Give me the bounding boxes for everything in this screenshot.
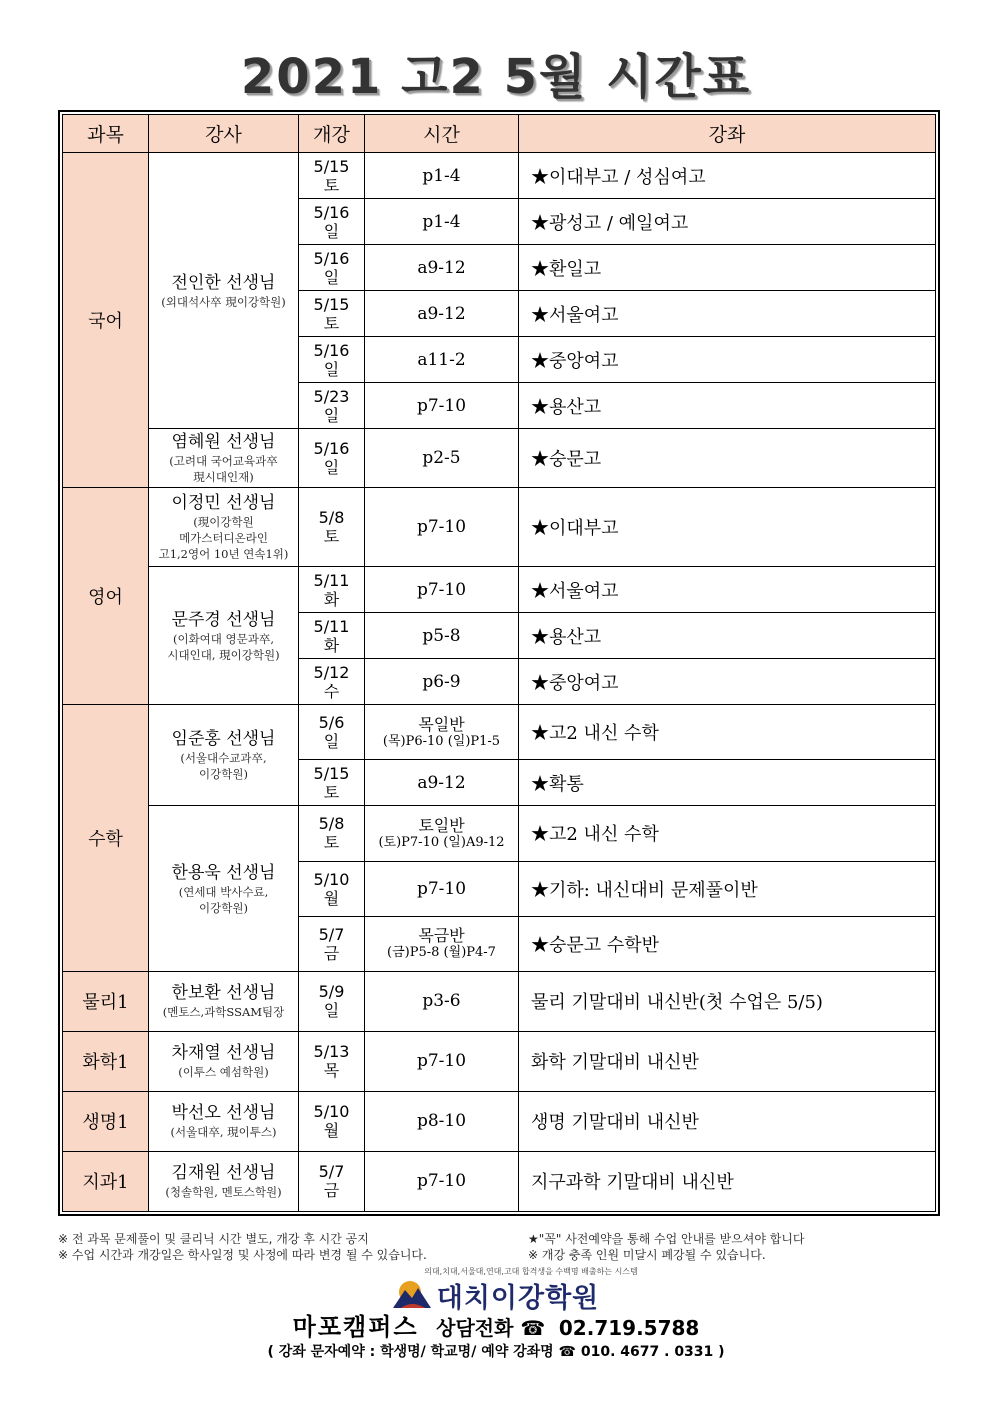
course-name: 화학 기말대비 내신반: [519, 1031, 936, 1091]
table-row: [63, 567, 936, 613]
teacher-cell: [149, 1151, 299, 1211]
table-row: [63, 429, 936, 488]
course-name: ★중앙여고: [519, 337, 936, 383]
header-time: 시간: [365, 115, 519, 153]
teacher-cred: (이투스 예섬학원): [178, 1065, 269, 1080]
class-time: p7-10: [365, 567, 519, 613]
open-date: 5/12 수: [299, 659, 365, 705]
table-row: [63, 705, 936, 760]
subject-math: 수학: [63, 705, 149, 971]
teacher-name: 문주경 선생님: [171, 609, 276, 630]
teacher-cred: (서울대수교과卒,: [180, 751, 267, 766]
teacher-cred: 시대인대, 現이강학원): [167, 647, 280, 662]
teacher-cred: (이화여대 영문과卒,: [172, 631, 275, 646]
open-date: 5/7 금: [299, 1151, 365, 1211]
header-row: [63, 115, 936, 153]
teacher-name: 김재원 선생님: [171, 1163, 276, 1184]
teacher-cred: 이강학원): [199, 767, 248, 782]
sms-reservation: ( 강좌 문자예약 : 학생명/ 학교명/ 예약 강좌명 ☎ 010. 4677 . 0331 ): [267, 1344, 725, 1360]
timetable: [58, 110, 940, 1216]
table-row: [63, 1031, 936, 1091]
class-time: a11-2: [365, 337, 519, 383]
page-title: 2021 고2 5월 시간표: [240, 49, 752, 105]
subject-earth: 지과1: [63, 1151, 149, 1211]
class-time: a9-12: [365, 760, 519, 806]
course-name: ★기하: 내신대비 문제풀이반: [519, 861, 936, 916]
subject-phys: 물리1: [63, 971, 149, 1031]
open-date: 5/16 일: [299, 245, 365, 291]
teacher-name: 전인한 선생님: [171, 272, 276, 293]
header-open: 개강: [299, 115, 365, 153]
class-time: 목금반 (금)P5-8 (월)P4-7: [365, 916, 519, 971]
teacher-cred: 現시대인재): [193, 470, 254, 485]
table-row: [63, 1151, 936, 1211]
course-name: ★고2 내신 수학: [519, 705, 936, 760]
teacher-name: 박선오 선생님: [171, 1103, 276, 1124]
course-name: ★서울여고: [519, 567, 936, 613]
teacher-name: 염혜원 선생님: [171, 432, 276, 453]
teacher-name: 이정민 선생님: [171, 493, 276, 514]
course-name: ★확통: [519, 760, 936, 806]
campus-name: 마포캠퍼스: [292, 1313, 419, 1341]
campus-contact: [0, 1307, 992, 1342]
subject-kor: 국어: [63, 153, 149, 488]
table-row: [63, 971, 936, 1031]
course-name: ★환일고: [519, 245, 936, 291]
teacher-name: 한용욱 선생님: [171, 862, 276, 883]
course-name: ★숭문고 수학반: [519, 916, 936, 971]
note: ※ 수업 시간과 개강일은 학사일정 및 사정에 따라 변경 될 수 있습니다.: [58, 1248, 427, 1262]
header-course: 강좌: [519, 115, 936, 153]
header-subject: 과목: [63, 115, 149, 153]
open-date: 5/6 일: [299, 705, 365, 760]
course-name: ★서울여고: [519, 291, 936, 337]
teacher-cred: 메가스터디온라인: [179, 531, 268, 546]
teacher-cell: [149, 488, 299, 567]
teacher-cell: [149, 429, 299, 488]
phone-label: 상담전화 ☎: [436, 1316, 546, 1340]
teacher-cell: [149, 705, 299, 806]
open-date: 5/16 일: [299, 199, 365, 245]
table-row: [63, 488, 936, 567]
course-name: ★숭문고: [519, 429, 936, 488]
course-name: 생명 기말대비 내신반: [519, 1091, 936, 1151]
course-name: ★광성고 / 예일여고: [519, 199, 936, 245]
course-name: ★용산고: [519, 613, 936, 659]
teacher-name: 차재열 선생님: [171, 1043, 276, 1064]
course-name: 지구과학 기말대비 내신반: [519, 1151, 936, 1211]
open-date: 5/10 월: [299, 1091, 365, 1151]
teacher-cell: [149, 971, 299, 1031]
open-date: 5/11 화: [299, 613, 365, 659]
open-date: 5/13 목: [299, 1031, 365, 1091]
academy-name: 대치이강학원: [436, 1282, 600, 1314]
class-time: p8-10: [365, 1091, 519, 1151]
teacher-cred: 고1,2영어 10년 연속1위): [158, 547, 289, 562]
class-time: p1-4: [365, 199, 519, 245]
teacher-cell: [149, 567, 299, 705]
note: ※ 전 과목 문제풀이 및 클리닉 시간 별도, 개강 후 시간 공지: [58, 1232, 369, 1246]
open-date: 5/7 금: [299, 916, 365, 971]
teacher-cred: 이강학원): [199, 900, 248, 915]
subject-chem: 화학1: [63, 1031, 149, 1091]
class-time: p2-5: [365, 429, 519, 488]
course-name: ★용산고: [519, 383, 936, 429]
note: ※ 개강 충족 인원 미달시 폐강될 수 있습니다.: [528, 1248, 766, 1262]
course-name: ★이대부고 / 성심여고: [519, 153, 936, 199]
teacher-cred: (現이강학원: [193, 515, 254, 530]
class-time: p5-8: [365, 613, 519, 659]
note: ★"꼭" 사전예약을 통해 수업 안내를 받으셔야 합니다: [528, 1232, 805, 1246]
logo-tagline: 의대,치대,서울대,연대,고대 합격생을 수백명 배출하는 시스템: [424, 1267, 638, 1276]
course-name: ★이대부고: [519, 488, 936, 567]
open-date: 5/16 일: [299, 337, 365, 383]
class-time: p7-10: [365, 383, 519, 429]
teacher-cred: (연세대 박사수료,: [178, 884, 269, 899]
teacher-cell: [149, 1031, 299, 1091]
teacher-cell: [149, 806, 299, 971]
table-row: [63, 1091, 936, 1151]
class-time: p3-6: [365, 971, 519, 1031]
subject-eng: 영어: [63, 488, 149, 705]
open-date: 5/15 토: [299, 291, 365, 337]
teacher-name: 한보환 선생님: [171, 983, 276, 1004]
open-date: 5/10 월: [299, 861, 365, 916]
subject-bio: 생명1: [63, 1091, 149, 1151]
open-date: 5/8 토: [299, 488, 365, 567]
class-time: 목일반 (목)P6-10 (일)P1-5: [365, 705, 519, 760]
open-date: 5/8 토: [299, 806, 365, 861]
teacher-name: 임준홍 선생님: [171, 729, 276, 750]
teacher-cell: [149, 153, 299, 429]
course-name: ★고2 내신 수학: [519, 806, 936, 861]
teacher-cred: (고려대 국어교육과卒: [169, 454, 278, 469]
teacher-cred: (청솔학원, 멘토스학원): [165, 1185, 282, 1200]
footnotes: [58, 1230, 940, 1262]
table-row: [63, 153, 936, 199]
open-date: 5/11 화: [299, 567, 365, 613]
teacher-cred: (외대석사卒 現이강학원): [161, 294, 286, 309]
class-time: p6-9: [365, 659, 519, 705]
class-time: p7-10: [365, 861, 519, 916]
course-name: ★중앙여고: [519, 659, 936, 705]
open-date: 5/15 토: [299, 153, 365, 199]
open-date: 5/15 토: [299, 760, 365, 806]
class-time: p1-4: [365, 153, 519, 199]
class-time: a9-12: [365, 291, 519, 337]
class-time: p7-10: [365, 1031, 519, 1091]
teacher-cred: (서울대卒, 現이투스): [170, 1125, 277, 1140]
table-row: [63, 806, 936, 861]
phone-number: 02.719.5788: [558, 1316, 700, 1340]
class-time: p7-10: [365, 488, 519, 567]
course-name: 물리 기말대비 내신반(첫 수업은 5/5): [519, 971, 936, 1031]
open-date: 5/9 일: [299, 971, 365, 1031]
teacher-cell: [149, 1091, 299, 1151]
open-date: 5/23 일: [299, 383, 365, 429]
class-time: a9-12: [365, 245, 519, 291]
teacher-cred: (멘토스,과학SSAM팀장: [162, 1005, 285, 1020]
class-time: p7-10: [365, 1151, 519, 1211]
timetable-grid: [62, 114, 936, 1212]
open-date: 5/16 일: [299, 429, 365, 488]
class-time: 토일반 (토)P7-10 (일)A9-12: [365, 806, 519, 861]
header-teacher: 강사: [149, 115, 299, 153]
